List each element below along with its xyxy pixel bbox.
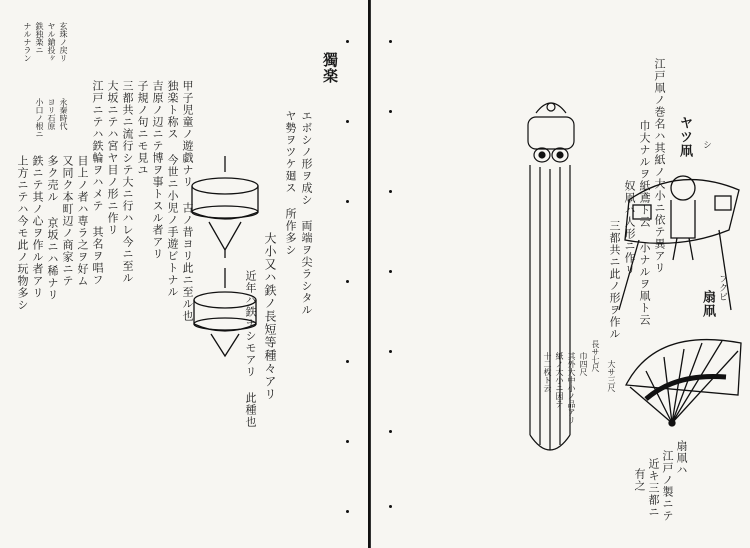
- body-column: 江戸ニテハ鉄輪ヲハメテ 其名ヲ唱フ: [91, 80, 104, 286]
- section-subtitle: ヤ勢ヲツケ廻ス 所作多シ: [284, 110, 297, 256]
- binding-dot: [346, 440, 349, 443]
- binding-dot: [389, 350, 392, 353]
- binding-dot: [389, 110, 392, 113]
- body-column: 上方ニテハ今モ此ノ玩物多シ: [16, 155, 29, 311]
- kite-text-col: 奴凧ハ人形ニ作リ: [623, 180, 636, 276]
- dimension-note: 巾四尺: [579, 352, 588, 376]
- body-column: 甲子児童ノ遊戯ナリ 古ノ昔ヨリ此ニ至ル也: [181, 80, 194, 322]
- binding-dot: [389, 430, 392, 433]
- section-subtitle: エボシノ形ヲ成シ 両端ヲ尖ラシタル: [300, 110, 313, 316]
- margin-note-col: ヤル鎗投ヶ: [47, 22, 56, 62]
- dimension-note: 其外大中小ノ品アリ: [567, 352, 576, 424]
- dimension-note: 長サ七尺: [591, 340, 600, 372]
- right-page: [370, 0, 750, 548]
- binding-dot: [389, 505, 392, 508]
- figure-caption-sub: 近年ハ鉄ナシモアリ 此種也: [244, 270, 257, 428]
- binding-dot: [346, 280, 349, 283]
- body-column: 吉原ノ辺ニテ博ヲ事トスル者アリ: [151, 80, 164, 260]
- body-column: 三都共ニ流行シテ大ニ行ハレ今ニ至ル: [121, 80, 134, 284]
- kite-text-col: 巾大ナルヲ紙鳶ト云 小ナルヲ凧ト云: [638, 120, 651, 326]
- kite-text-col: 江戸凧ノ巻名ハ其紙ノ大小ニ依テ異アリ: [653, 58, 666, 274]
- dimension-note-b: 十二枚ト云: [543, 352, 552, 392]
- margin-note-col: 鉄独楽ニ: [35, 22, 44, 54]
- kite-label-fan-reading: フクビ: [717, 274, 727, 301]
- body-column: 目上ノ者ハ専ラ之ヲ好ム: [76, 155, 89, 287]
- margin-note-col: 小口ノ根ニ: [35, 98, 44, 138]
- binding-dot: [346, 40, 349, 43]
- binding-dot: [389, 190, 392, 193]
- fan-caption: 江戸ノ製ニテ: [661, 450, 674, 522]
- kite-label-fan: 扇凧: [700, 290, 715, 318]
- binding-dot: [346, 510, 349, 513]
- kite-label-yakko: ヤツ凧: [677, 116, 692, 158]
- left-page: [0, 0, 370, 548]
- fan-caption: 扇凧ハ: [675, 440, 688, 476]
- binding-dot: [389, 40, 392, 43]
- fan-caption: 近キ三都ニ: [647, 458, 660, 518]
- binding-dot: [346, 200, 349, 203]
- kite-label-yakko-reading: シ: [701, 140, 711, 149]
- body-column: 子規ノ句ニモ見ユ: [136, 80, 149, 176]
- dimension-note-b: 紙ノ大小ニ因テ: [555, 352, 564, 408]
- body-column: 大坂ニテハ宮ヤ目ノ形ニ作リ: [106, 80, 119, 236]
- dimension-note-b: 大サ三尺: [607, 360, 616, 392]
- binding-dot: [389, 270, 392, 273]
- binding-dot: [346, 360, 349, 363]
- section-title: 獨楽: [321, 52, 339, 84]
- body-column: 鉄ニテ其ノ心ヲ作ル者アリ: [31, 155, 44, 299]
- fan-kite-illustration: [616, 325, 746, 435]
- kite-text-col: 三都共ニ此ノ形ヲ作ル: [608, 220, 621, 340]
- binding-dot: [346, 120, 349, 123]
- margin-note-col: ヨリ石原: [47, 98, 56, 130]
- body-column: 多ク売ル 京坂ニハ稀ナリ: [46, 155, 59, 301]
- body-column: 独楽ト称ス 今世ニ小児ノ手遊ビトナル: [166, 80, 179, 298]
- body-column: 又同ク本町辺ノ商家ニテ: [61, 155, 74, 287]
- margin-note-col: 玄珠ノ戻リ: [59, 22, 68, 62]
- margin-note-col: 永秦時代: [59, 98, 68, 130]
- fan-caption: 有之: [633, 468, 646, 492]
- figure-caption: 大小又ハ鉄ノ長短等種々アリ: [263, 232, 277, 401]
- margin-note-col: ナルナラン: [23, 22, 32, 62]
